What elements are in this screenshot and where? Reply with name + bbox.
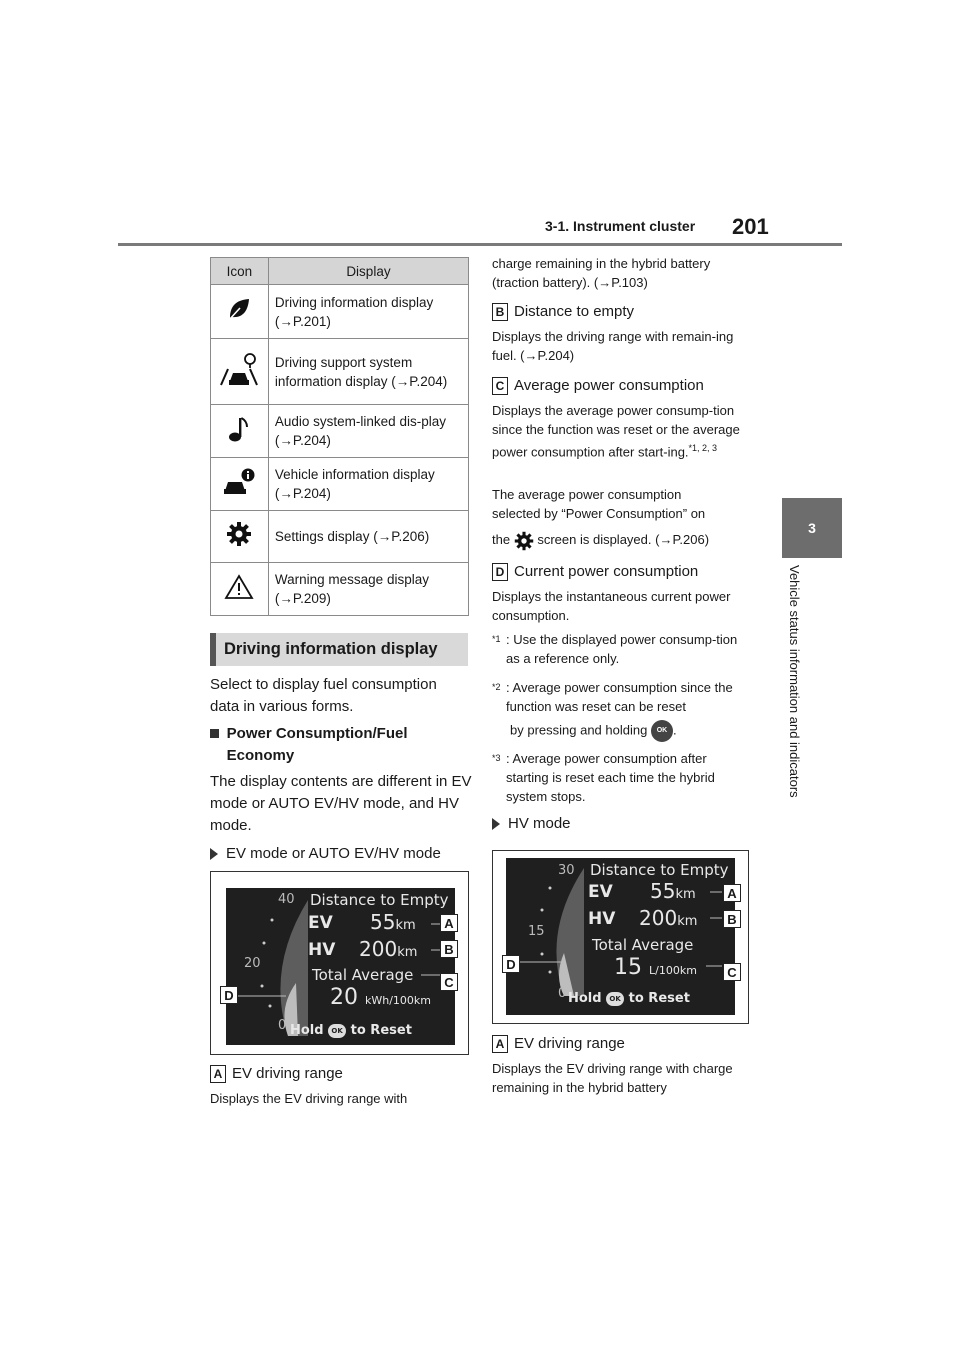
- hv-mode-display-image: [492, 850, 749, 1024]
- label-c-heading: C Average power consumption: [492, 375, 750, 397]
- music-note-icon: [211, 405, 269, 458]
- mode-ev-heading: EV mode or AUTO EV/HV mode: [210, 843, 472, 865]
- footnote-3: *3 : Average power consumption after starting is reset each time the hybrid system stops.: [492, 751, 715, 804]
- callout-b: B: [723, 910, 741, 928]
- callout-c: C: [440, 973, 458, 991]
- screen-title: Distance to Empty: [590, 861, 729, 879]
- hv-range-value: 200km: [639, 906, 698, 930]
- table-row-text: Settings display (→P.206): [268, 511, 468, 563]
- table-row-text: Driving information display (→P.201): [268, 285, 468, 339]
- subheading: Power Consumption/Fuel Economy: [210, 723, 470, 767]
- reset-hint: Hold OK to Reset: [568, 991, 690, 1006]
- label-b-heading: B Distance to empty: [492, 301, 750, 323]
- callout-c: C: [723, 963, 741, 981]
- callout-b: B: [440, 940, 458, 958]
- hv-label: HV: [588, 909, 616, 929]
- col-display-header: Display: [268, 258, 468, 285]
- triangle-bullet: [210, 848, 218, 860]
- label-a-heading: A EV driving range: [210, 1063, 472, 1085]
- ev-label: EV: [588, 882, 613, 902]
- label-b-desc: Displays the driving range with remain-ing fuel. (→P.204): [492, 329, 734, 363]
- label-a2-heading: A EV driving range: [492, 1033, 750, 1055]
- section-heading: Driving information display: [210, 633, 468, 666]
- avg-title: Total Average: [312, 966, 414, 984]
- intro-text: Select to display fuel consumption data in various forms.: [210, 676, 437, 715]
- page-number: 201: [732, 214, 769, 239]
- gauge-tick: 20: [244, 956, 261, 971]
- mode-hv-heading: HV mode: [492, 813, 750, 835]
- footnote-1: *1 : Use the displayed power consump-tion as a reference only.: [492, 632, 738, 666]
- label-d-desc: Displays the instantaneous current power consumption.: [492, 589, 731, 623]
- chapter-title: Vehicle status information and indicators: [787, 565, 802, 798]
- avg-value: 20 kWh/100km: [330, 985, 432, 1010]
- label-c-desc3: the screen is displayed. (→P.206): [492, 530, 750, 551]
- triangle-bullet: [492, 818, 500, 830]
- avg-title: Total Average: [592, 936, 694, 954]
- gauge-tick: 15: [528, 924, 545, 939]
- table-row-text: Driving support system information display (→P.204): [268, 339, 468, 405]
- leaf-icon: [211, 285, 269, 339]
- ev-label: EV: [308, 913, 333, 933]
- continued-text: charge remaining in the hybrid battery (traction battery). (→P.103): [492, 256, 711, 290]
- callout-d: D: [502, 955, 520, 973]
- ok-button-icon: OK: [651, 720, 673, 742]
- gear-icon: [211, 511, 269, 563]
- hv-range-value: 200km: [359, 937, 418, 961]
- header-rule: [118, 243, 842, 246]
- label-c-desc: Displays the average power consump-tion since the function was reset or the average power consumption after start-ing.$^{*1, 2, 3}$: [492, 403, 740, 460]
- gauge-tick: 0: [278, 1018, 287, 1033]
- warning-icon: [211, 563, 269, 616]
- gear-icon: [514, 531, 534, 551]
- body-text: The display contents are different in EV mode or AUTO EV/HV mode, and HV mode.: [210, 773, 472, 834]
- avg-value: 15 L/100km: [614, 955, 697, 980]
- table-row-text: Vehicle information display (→P.204): [268, 458, 468, 511]
- gauge-tick: 40: [278, 892, 295, 907]
- callout-a: A: [723, 884, 741, 902]
- screen-title: Distance to Empty: [310, 891, 449, 909]
- section-title: 3-1. Instrument cluster: [545, 218, 696, 234]
- vehicle-info-icon: [211, 458, 269, 511]
- ev-range-value: 55km: [650, 879, 696, 903]
- label-d-heading: D Current power consumption: [492, 561, 750, 583]
- label-c-desc2: The average power consumption selected by “Power Consumption” on: [492, 487, 706, 521]
- table-row-text: Warning message display (→P.209): [268, 563, 468, 616]
- reset-hint: Hold OK to Reset: [290, 1023, 412, 1038]
- callout-d: D: [220, 986, 238, 1004]
- hv-label: HV: [308, 940, 336, 960]
- square-bullet: [210, 729, 219, 738]
- ev-range-value: 55km: [370, 910, 416, 934]
- gauge-tick: 0: [558, 986, 567, 1001]
- label-a2-desc: Displays the EV driving range with charge remaining in the hybrid battery: [492, 1061, 733, 1095]
- col-icon-header: Icon: [211, 258, 269, 285]
- driving-support-icon: [211, 339, 269, 405]
- label-a-desc: Displays the EV driving range with: [210, 1091, 408, 1106]
- footnote-2: *2 : Average power consumption since the function was reset can be reset by pressing and holding OK .: [492, 678, 748, 742]
- table-row-text: Audio system-linked dis-play (→P.204): [268, 405, 468, 458]
- chapter-tab: 3: [782, 498, 842, 558]
- callout-a: A: [440, 914, 458, 932]
- ev-mode-display-image: [210, 871, 469, 1055]
- gauge-tick: 30: [558, 863, 575, 878]
- icon-table: [210, 257, 469, 616]
